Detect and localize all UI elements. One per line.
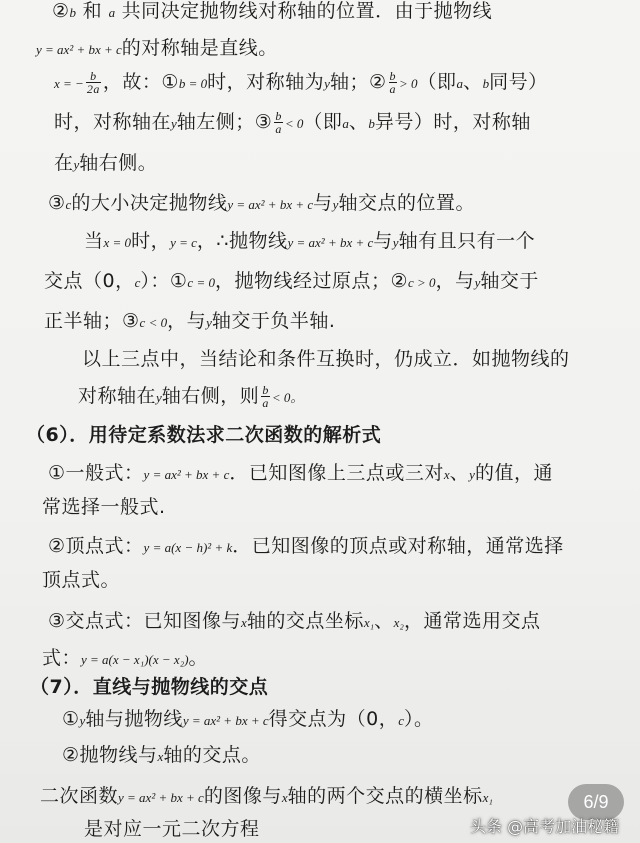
text: 与 <box>313 192 333 214</box>
text-line-15 <box>48 535 564 559</box>
text: ①一般式： <box>48 462 144 484</box>
circled-number: ③ <box>48 192 66 214</box>
text: ，∴抛物线 <box>196 230 288 252</box>
section-heading-6 <box>26 424 381 446</box>
text: 以上三点中，当结论和条件互换时，仍成立．如抛物线的 <box>82 348 570 370</box>
math-formula: y = ax² + bx + c <box>118 790 204 805</box>
text: 正半轴；③ <box>44 310 140 332</box>
text: 当 <box>84 230 104 252</box>
text: 时，对称轴为 <box>207 71 325 93</box>
circled-number: ① <box>62 708 80 730</box>
fraction: $\frac{b}{2a}$ <box>86 69 100 96</box>
math-formula: b = 0 <box>178 76 208 91</box>
math-var: b <box>69 5 77 20</box>
text: 轴的交点。 <box>163 744 261 766</box>
math-var: a <box>342 116 349 131</box>
math-formula: x = − <box>54 76 84 91</box>
text: 常选择一般式. <box>42 496 166 518</box>
text: 轴右侧。 <box>79 152 158 174</box>
math-var: a <box>456 76 464 91</box>
math-formula: y = a(x − h)² + k <box>143 540 233 555</box>
math-var: y <box>474 275 481 290</box>
text: 时， <box>131 230 171 252</box>
fraction: $\frac{b}{a}$ <box>275 109 282 136</box>
text: ，故：① <box>102 71 179 93</box>
text-line-13 <box>48 462 553 486</box>
text: ，与 <box>167 310 207 332</box>
math-var: b <box>368 116 375 131</box>
math-formula: c > 0 <box>408 275 436 290</box>
math-formula: < 0。 <box>271 390 304 405</box>
section-heading-7 <box>30 676 268 698</box>
math-var: x <box>157 749 164 764</box>
text: 是对应一元二次方程 <box>84 818 260 840</box>
text: 交点（0， <box>44 270 135 292</box>
math-var: y <box>469 467 475 482</box>
text: 共同决定抛物线对称轴的位置．由于抛物线 <box>115 0 493 22</box>
text: 的图像与 <box>203 785 282 807</box>
math-formula: y = ax² + bx + c <box>36 42 122 57</box>
text: 与 <box>373 230 393 252</box>
text-line-9 <box>44 310 335 334</box>
text: 式： <box>42 647 82 669</box>
text: 的对称轴是直线。 <box>121 37 278 59</box>
text: 、 <box>463 71 483 93</box>
text: 轴左侧；③ <box>176 111 273 133</box>
text-line-1 <box>52 0 492 24</box>
math-var: a <box>108 5 116 20</box>
text-line-14 <box>42 496 166 518</box>
text-line-10 <box>82 348 570 370</box>
text: （即 <box>303 111 343 133</box>
math-formula: y = ax² + bx + c <box>227 197 314 212</box>
text: 的大小决定抛物线 <box>71 192 228 214</box>
heading-text: （7）．直线与抛物线的交点 <box>30 676 269 698</box>
text-line-16 <box>42 569 120 591</box>
text: 得交点为（0， <box>268 708 399 730</box>
math-var: b <box>482 76 490 91</box>
math-formula: < 0 <box>284 116 304 131</box>
text-line-21 <box>62 744 261 768</box>
math-var: y <box>392 235 399 250</box>
text: ②顶点式： <box>48 535 144 557</box>
text: 轴的两个交点的横坐标 <box>287 785 483 807</box>
fraction: $\frac{b}{a}$ <box>389 69 396 96</box>
text-line-5 <box>54 152 157 176</box>
math-var: c <box>65 197 72 212</box>
math-var: y <box>73 157 80 172</box>
math-formula: c = 0 <box>187 275 215 290</box>
text: ②抛物线与 <box>62 744 158 766</box>
text: 轴与抛物线 <box>85 708 183 730</box>
text: 时，对称轴在 <box>54 111 172 133</box>
text: （即 <box>417 71 457 93</box>
text-line-6 <box>48 192 475 216</box>
text: ．已知图像上三点或三对 <box>229 462 444 484</box>
math-var: y <box>324 76 330 91</box>
text: 轴右侧，则 <box>161 385 260 407</box>
math-var: y <box>206 315 212 330</box>
page-counter-badge: 6/9 <box>568 784 624 820</box>
text: 同号） <box>489 71 548 93</box>
math-formula: y = ax² + bx + c <box>143 467 230 482</box>
text: 轴有且只有一个 <box>398 230 536 252</box>
math-formula: x = 0 <box>103 235 132 250</box>
math-var: x <box>281 790 288 805</box>
text-line-11 <box>78 384 303 409</box>
math-var: x <box>241 615 247 630</box>
text: ．已知图像的顶点或对称轴，通常选择 <box>232 535 564 557</box>
text-line-17 <box>48 610 540 634</box>
math-formula: y = ax² + bx + c <box>182 713 269 728</box>
text: 轴交于 <box>480 270 539 292</box>
math-var: x₁ <box>482 790 493 805</box>
text: 顶点式。 <box>42 569 121 591</box>
fraction: $\frac{b}{a}$ <box>262 383 269 410</box>
text-line-2 <box>36 37 278 61</box>
text: 和 <box>76 0 109 22</box>
text: 对称轴在 <box>78 385 157 407</box>
text: ，与 <box>435 270 475 292</box>
math-var: x₁ <box>363 615 375 630</box>
text: 在 <box>54 152 74 174</box>
math-var: y <box>79 713 86 728</box>
text-line-22 <box>40 785 493 809</box>
text: 的值，通 <box>474 462 553 484</box>
text-line-23 <box>84 818 260 840</box>
math-formula: y = c <box>170 235 197 250</box>
text: 、 <box>374 610 394 632</box>
text-line-8 <box>44 270 539 294</box>
text: 二次函数 <box>40 785 119 807</box>
math-var: x <box>443 467 450 482</box>
text: ）。 <box>404 708 434 730</box>
text-line-18 <box>42 647 208 671</box>
math-formula: y = ax² + bx + c <box>287 235 374 250</box>
math-var: c <box>134 275 141 290</box>
text: 轴交点的位置。 <box>338 192 475 214</box>
text: ，抛物线经过原点；② <box>214 270 409 292</box>
math-var: y <box>332 197 339 212</box>
text: 、 <box>449 462 470 484</box>
math-var: y <box>171 116 177 131</box>
text: 异号）时，对称轴 <box>374 111 531 133</box>
text: 轴；② <box>329 71 387 93</box>
math-var: c <box>398 713 405 728</box>
text-line-7 <box>84 230 535 254</box>
text-line-4 <box>54 110 531 135</box>
text: ，通常选用交点 <box>403 610 541 632</box>
watermark: 头条 @高考加油秘籍 <box>470 817 620 836</box>
text: 轴交于负半轴. <box>211 310 336 332</box>
math-formula: > 0 <box>399 76 418 91</box>
heading-text: （6）．用待定系数法求二次函数的解析式 <box>26 424 382 446</box>
text: ③交点式：已知图像与 <box>48 610 242 632</box>
text: 。 <box>188 647 209 669</box>
text-line-3 <box>54 70 548 95</box>
text: 、 <box>348 111 369 133</box>
math-var: y <box>156 390 162 405</box>
circled-number: ② <box>52 0 70 22</box>
math-formula: y = a(x − x₁)(x − x₂) <box>81 652 189 667</box>
math-formula: c < 0 <box>139 315 168 330</box>
text: ）：① <box>140 270 188 292</box>
text-line-20 <box>62 708 434 732</box>
math-var: x₂ <box>393 615 404 630</box>
text: 轴的交点坐标 <box>246 610 364 632</box>
